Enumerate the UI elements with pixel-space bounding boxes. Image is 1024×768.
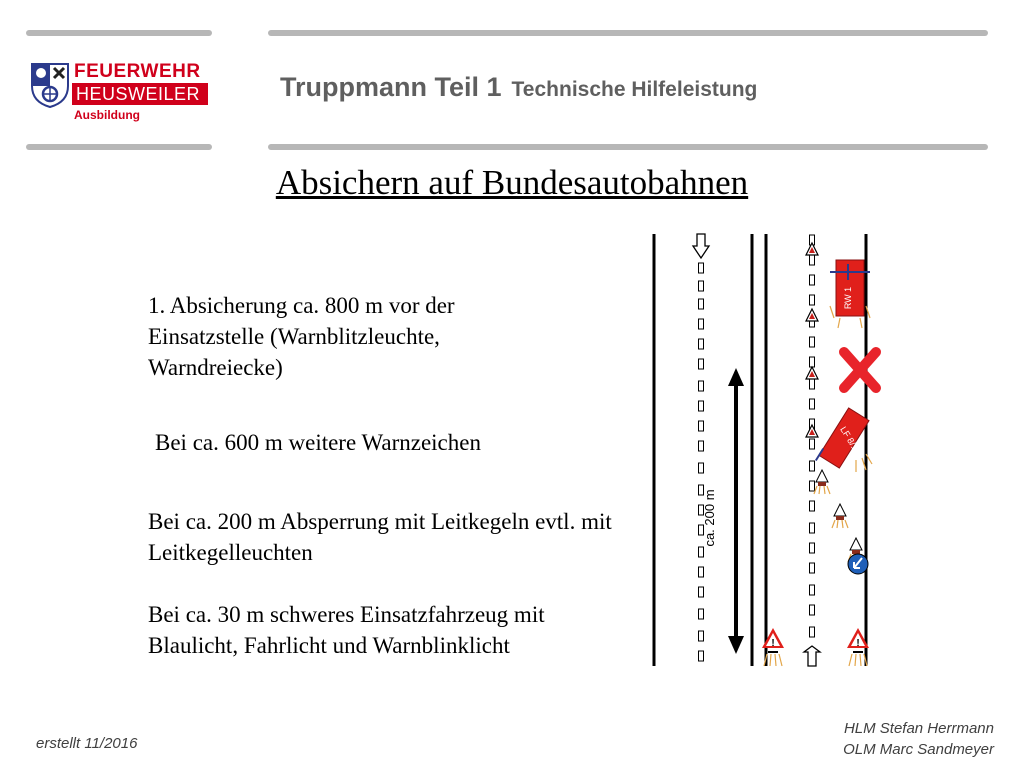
footer-created: erstellt 11/2016	[36, 735, 138, 752]
footer-author-1: HLM Stefan Herrmann	[843, 720, 994, 737]
cone-column-left	[693, 234, 709, 661]
footer-authors	[843, 718, 994, 760]
header-main-title: Truppmann Teil 1	[280, 72, 502, 102]
logo	[26, 58, 212, 124]
cone-column-right	[804, 235, 820, 666]
slide-title: Absichern auf Bundesautobahnen	[275, 163, 749, 202]
header-bar-right-top	[268, 30, 988, 36]
vehicle-lf-label: LF 8/12	[838, 424, 863, 457]
paragraph-30m: Bei ca. 30 m schweres Einsatzfahrzeug mit Blaulicht, Fahrlicht und Warnblinklicht	[148, 602, 545, 658]
distance-arrow	[728, 368, 744, 654]
cross-icon	[844, 352, 876, 388]
coat-of-arms-icon	[30, 62, 70, 108]
header-bar-left-bottom	[26, 144, 212, 150]
keep-left-sign-icon	[848, 554, 868, 574]
warning-board-left-mark: !	[771, 638, 775, 649]
warning-lamps	[814, 470, 864, 562]
footer-author-2: OLM Marc Sandmeyer	[843, 741, 994, 758]
logo-subtitle: HEUSWEILER	[72, 83, 208, 105]
header-bar-right-bottom	[268, 144, 988, 150]
paragraph-800m: 1. Absicherung ca. 800 m vor der Einsatzstelle (Warnblitzleuchte, Warndreiecke)	[148, 293, 455, 380]
vehicle-rw1-label: RW 1	[843, 286, 853, 310]
logo-title: FEUERWEHR	[74, 61, 201, 82]
header-bar-left-top	[26, 30, 212, 36]
paragraph-200m: Bei ca. 200 m Absperrung mit Leitkegeln evtl. mit Leitkegelleuchten	[148, 509, 612, 565]
vehicle-lf-lights	[856, 454, 872, 472]
highway-diagram	[640, 228, 890, 673]
distance-label: ca. 200 m	[702, 489, 717, 547]
header-subtitle: Technische Hilfeleistung	[511, 78, 758, 101]
warning-board-right-mark: !	[856, 638, 860, 649]
vehicle-lf	[816, 408, 869, 473]
paragraph-600m: Bei ca. 600 m weitere Warnzeichen	[155, 430, 481, 455]
header-title	[280, 72, 757, 103]
logo-caption: Ausbildung	[74, 108, 140, 122]
